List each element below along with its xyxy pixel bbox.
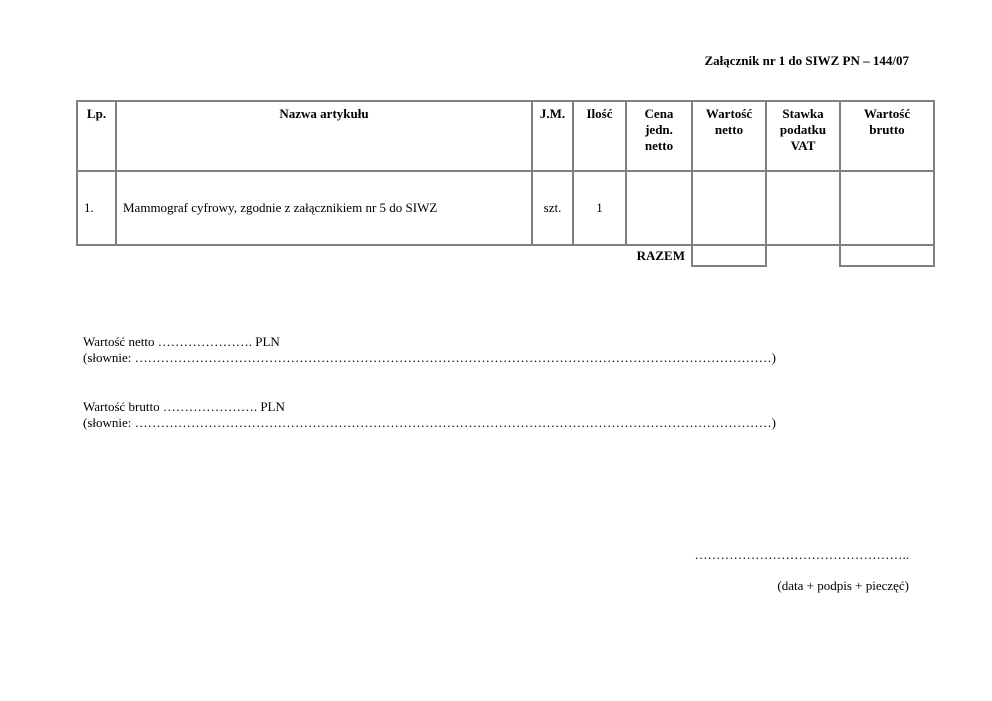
header-unit-price-line2: jedn. bbox=[645, 122, 673, 137]
signature-caption: (data + podpis + pieczęć) bbox=[777, 578, 909, 593]
header-qty: Ilość bbox=[573, 101, 626, 171]
cell-unit-price[interactable] bbox=[626, 171, 692, 245]
document-title: Załącznik nr 1 do SIWZ PN – 144/07 bbox=[704, 53, 909, 68]
header-vat-rate-line2: podatku bbox=[779, 122, 827, 137]
header-gross-value-line1: Wartość bbox=[863, 106, 911, 121]
table-header-row bbox=[77, 101, 934, 171]
header-net-value-line2: netto bbox=[714, 122, 744, 137]
net-value-block bbox=[83, 334, 776, 366]
header-vat-rate-line1: Stawka bbox=[782, 106, 824, 121]
cell-vat-rate[interactable] bbox=[766, 171, 840, 245]
header-net-value-line1: Wartość bbox=[705, 106, 753, 121]
header-unit-price-line1: Cena bbox=[644, 106, 674, 121]
header-unit-price-line3: netto bbox=[644, 138, 674, 153]
total-label: RAZEM bbox=[636, 248, 685, 263]
header-unit: J.M. bbox=[532, 101, 573, 171]
cell-net-value[interactable] bbox=[692, 171, 766, 245]
net-value-words[interactable]: (słownie: …………………………………………………………………………………………………………………………………) bbox=[83, 350, 776, 365]
header-gross-value-line2: brutto bbox=[869, 122, 905, 137]
total-vat-empty bbox=[766, 245, 840, 266]
header-vat-rate-line3: VAT bbox=[790, 138, 816, 153]
header-lp: Lp. bbox=[77, 101, 116, 171]
items-table bbox=[76, 100, 935, 267]
total-row bbox=[77, 245, 934, 266]
gross-value-block bbox=[83, 399, 776, 431]
header-net-value bbox=[692, 101, 766, 171]
gross-value-words[interactable]: (słownie: …………………………………………………………………………………………………………………………………) bbox=[83, 415, 776, 430]
cell-gross-value[interactable] bbox=[840, 171, 934, 245]
header-unit-price bbox=[626, 101, 692, 171]
total-gross-value[interactable] bbox=[840, 245, 934, 266]
cell-unit: szt. bbox=[532, 171, 573, 245]
signature-line[interactable]: ………………………………………….. bbox=[694, 547, 909, 562]
header-name: Nazwa artykułu bbox=[116, 101, 532, 171]
table-row bbox=[77, 171, 934, 245]
gross-value-line[interactable]: Wartość brutto …………………. PLN bbox=[83, 399, 285, 414]
cell-name: Mammograf cyfrowy, zgodnie z załącznikiem nr 5 do SIWZ bbox=[116, 171, 532, 245]
header-vat-rate bbox=[766, 101, 840, 171]
net-value-line[interactable]: Wartość netto …………………. PLN bbox=[83, 334, 280, 349]
header-gross-value bbox=[840, 101, 934, 171]
cell-qty: 1 bbox=[573, 171, 626, 245]
total-net-value[interactable] bbox=[692, 245, 766, 266]
cell-lp: 1. bbox=[77, 171, 116, 245]
